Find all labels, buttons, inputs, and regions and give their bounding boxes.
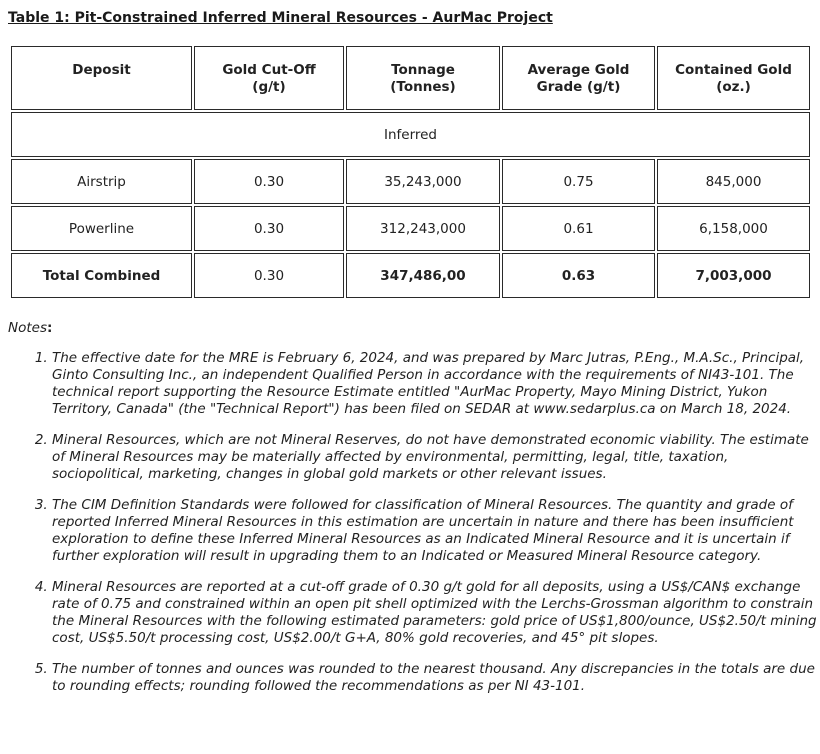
cell-contained: 7,003,000 bbox=[657, 253, 810, 298]
category-label: Inferred bbox=[383, 126, 438, 143]
cell-cutoff: 0.30 bbox=[194, 206, 344, 251]
header-cutoff bbox=[194, 46, 344, 110]
category-row bbox=[11, 112, 810, 157]
cell-contained: 6,158,000 bbox=[657, 206, 810, 251]
cell-deposit: Airstrip bbox=[11, 159, 192, 204]
cell-deposit: Total Combined bbox=[11, 253, 192, 298]
notes-label-text: Notes bbox=[8, 320, 47, 336]
cell-cutoff: 0.30 bbox=[194, 159, 344, 204]
notes-colon: : bbox=[47, 320, 53, 336]
header-unit: (g/t) bbox=[252, 79, 286, 95]
table-row bbox=[11, 206, 810, 251]
cell-grade: 0.61 bbox=[502, 206, 655, 251]
cell-tonnage: 312,243,000 bbox=[346, 206, 500, 251]
table-title: Table 1: Pit-Constrained Inferred Mineral Resources - AurMac Project bbox=[8, 10, 553, 26]
header-unit: (Tonnes) bbox=[390, 79, 456, 95]
header-tonnage bbox=[346, 46, 500, 110]
cell-grade: 0.75 bbox=[502, 159, 655, 204]
cell-contained: 845,000 bbox=[657, 159, 810, 204]
note-item: 2. Mineral Resources, which are not Mineral Reserves, do not have demonstrated economic viability. The estimate of Mineral Resources may be materially affected by environmental, permitting, legal, title, taxation, sociopolitical, marketing, changes in global gold markets or other relevant issues. bbox=[52, 432, 820, 483]
header-unit: (oz.) bbox=[716, 79, 751, 95]
cell-deposit: Powerline bbox=[11, 206, 192, 251]
total-row bbox=[11, 253, 810, 298]
note-item: 4. Mineral Resources are reported at a cut-off grade of 0.30 g/t gold for all deposits, using a US$/CAN$ exchange rate of 0.75 and constrained within an open pit shell optimized with the Lerchs-Grossman algorithm to constrain the Mineral Resources with the following estimated parameters: gold price of US$1,800/ounce, US$2.50/t mining cost, US$5.50/t processing cost, US$2.00/t G+A, 80% gold recoveries, and 45° pit slopes. bbox=[52, 579, 820, 647]
category-cell bbox=[11, 112, 810, 157]
note-item: 5. The number of tonnes and ounces was rounded to the nearest thousand. Any discrepancies in the totals are due to rounding effects; rounding followed the recommendations as per NI 43-101. bbox=[52, 661, 820, 695]
notes-heading bbox=[8, 320, 52, 336]
header-label: Average Gold bbox=[527, 62, 630, 78]
cell-cutoff: 0.30 bbox=[194, 253, 344, 298]
header-contained-gold bbox=[657, 46, 810, 110]
notes-list bbox=[24, 350, 820, 709]
note-item: 3. The CIM Definition Standards were followed for classification of Mineral Resources. The quantity and grade of reported Inferred Mineral Resources in this estimation are uncertain in nature and there has been insufficient exploration to define these Inferred Mineral Resources as an Indicated Mineral Resource and it is uncertain if further exploration will result in upgrading them to an Indicated or Measured Mineral Resource category. bbox=[52, 497, 820, 565]
table-row bbox=[11, 159, 810, 204]
header-label: Tonnage bbox=[391, 62, 455, 78]
header-label: Contained Gold bbox=[675, 62, 792, 78]
header-deposit bbox=[11, 46, 192, 110]
header-grade bbox=[502, 46, 655, 110]
cell-tonnage: 35,243,000 bbox=[346, 159, 500, 204]
header-label: Gold Cut-Off bbox=[222, 62, 316, 78]
cell-grade: 0.63 bbox=[502, 253, 655, 298]
cell-tonnage: 347,486,00 bbox=[346, 253, 500, 298]
mineral-resources-table bbox=[9, 44, 812, 300]
header-unit: Grade (g/t) bbox=[536, 79, 621, 95]
header-label: Deposit bbox=[72, 62, 131, 78]
table-header-row bbox=[11, 46, 810, 110]
note-item: 1. The effective date for the MRE is February 6, 2024, and was prepared by Marc Jutras, P.Eng., M.A.Sc., Principal, Ginto Consulting Inc., an independent Qualified Person in accordance with the requirements of NI43-101. The technical report supporting the Resource Estimate entitled "AurMac Property, Mayo Mining District, Yukon Territory, Canada" (the "Technical Report") has been filed on SEDAR at www.sedarplus.ca on March 18, 2024. bbox=[52, 350, 820, 418]
